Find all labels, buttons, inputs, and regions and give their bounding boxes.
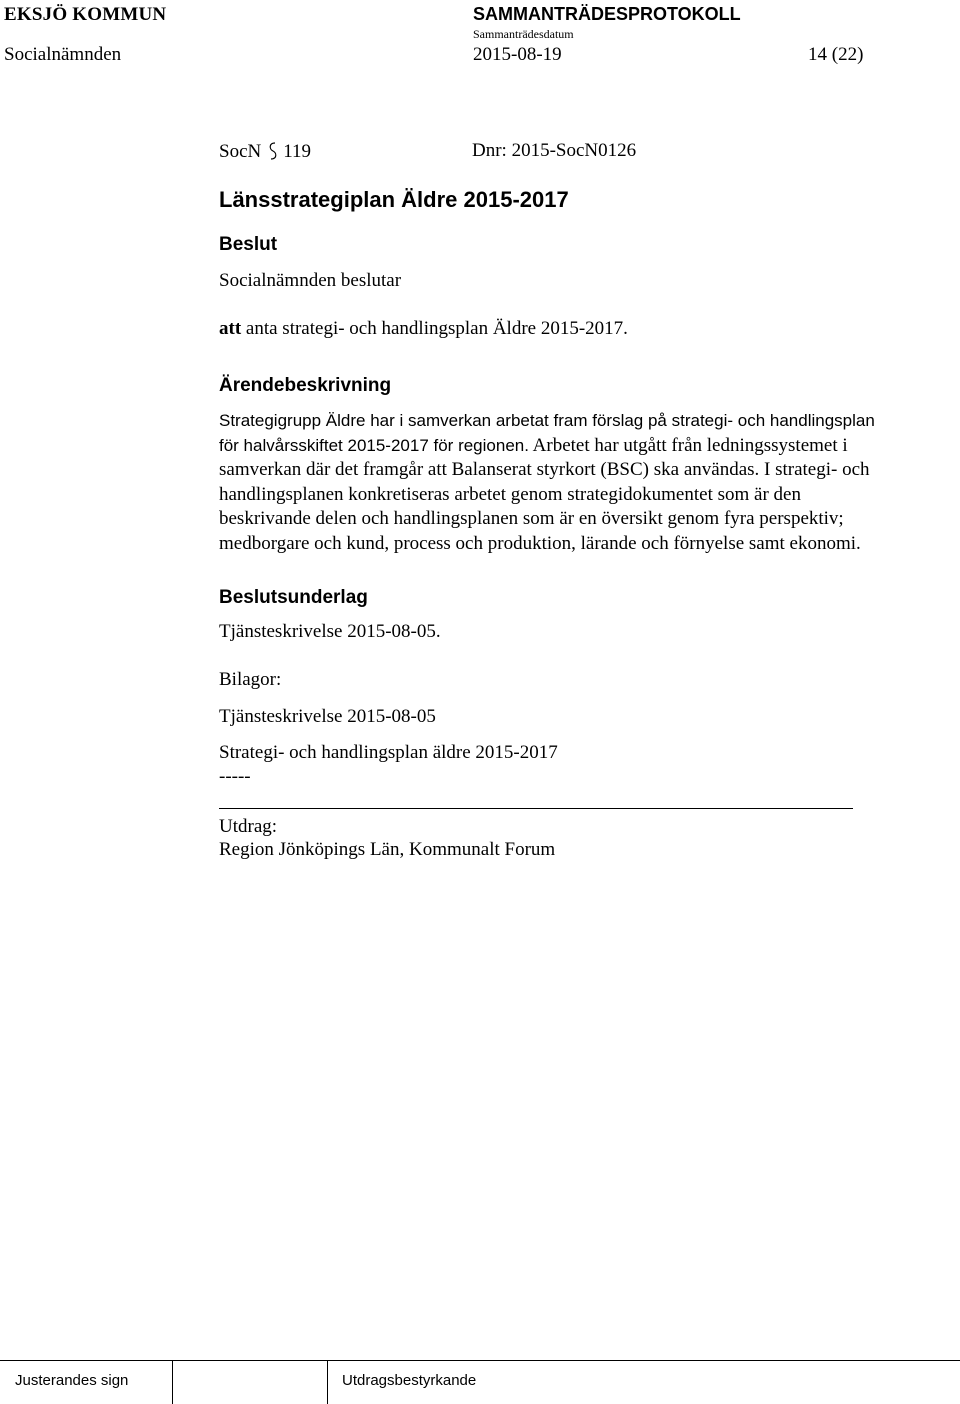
attachment-item: Tjänsteskrivelse 2015-08-05 bbox=[219, 706, 436, 727]
organization-name: EKSJÖ KOMMUN bbox=[4, 4, 167, 25]
section-number: 119 bbox=[283, 141, 312, 162]
decision-intro: Socialnämnden beslutar bbox=[219, 270, 402, 291]
description-line-part: Arbetet har utgått från ledningssystemet i bbox=[528, 434, 848, 456]
distribution-recipients: Region Jönköpings Län, Kommunalt Forum bbox=[219, 839, 556, 860]
footer-divider bbox=[327, 1360, 328, 1404]
description-line-part: för halvårsskiftet 2015-2017 för regionen. bbox=[219, 435, 529, 455]
description-line bbox=[219, 434, 949, 459]
description-line: samverkan där det framgår att Balanserat styrkort (BSC) ska användas. I strategi- och bbox=[219, 459, 870, 480]
description-body bbox=[219, 409, 949, 556]
basis-heading: Beslutsunderlag bbox=[219, 587, 368, 608]
description-line: beskrivande delen och handlingsplanen som är en översikt genom fyra perspektiv; bbox=[219, 508, 844, 529]
decision-heading: Beslut bbox=[219, 234, 278, 255]
adjuster-signature-label: Justerandes sign bbox=[15, 1372, 129, 1389]
meeting-date-label: Sammanträdesdatum bbox=[473, 27, 574, 41]
description-line: handlingsplanen konkretiseras arbetet genom strategidokumentet som är den bbox=[219, 483, 801, 505]
page-number: 14 (22) bbox=[808, 44, 864, 65]
meeting-date: 2015-08-19 bbox=[473, 44, 562, 65]
footer-rule bbox=[0, 1360, 960, 1361]
description-heading: Ärendebeskrivning bbox=[219, 375, 392, 396]
attachments-label: Bilagor: bbox=[219, 669, 282, 690]
footer-divider bbox=[172, 1360, 173, 1404]
distribution-label: Utdrag: bbox=[219, 816, 278, 837]
att-word: att bbox=[219, 318, 242, 339]
attachments-separator: ----- bbox=[219, 766, 251, 787]
description-line: medborgare och kund, process och produktion, lärande och förnyelse samt ekonomi. bbox=[219, 532, 861, 554]
diary-number: Dnr: 2015-SocN0126 bbox=[472, 140, 637, 161]
divider-line bbox=[219, 808, 853, 809]
basis-item: Tjänsteskrivelse 2015-08-05. bbox=[219, 621, 441, 642]
paragraph-sign-icon bbox=[265, 140, 279, 162]
document-type: SAMMANTRÄDESPROTOKOLL bbox=[473, 4, 741, 24]
certifier-label: Utdragsbestyrkande bbox=[342, 1372, 477, 1389]
attachment-item: Strategi- och handlingsplan äldre 2015-2017 bbox=[219, 742, 558, 763]
decision-body: anta strategi- och handlingsplan Äldre 2015-2017. bbox=[241, 318, 628, 339]
section-reference bbox=[219, 140, 311, 163]
committee-name: Socialnämnden bbox=[4, 44, 122, 65]
case-title: Länsstrategiplan Äldre 2015-2017 bbox=[219, 187, 569, 212]
description-line: Strategigrupp Äldre har i samverkan arbetat fram förslag på strategi- och handlingsplan bbox=[219, 411, 875, 430]
decision-text bbox=[219, 318, 628, 340]
section-prefix: SocN bbox=[219, 141, 262, 162]
